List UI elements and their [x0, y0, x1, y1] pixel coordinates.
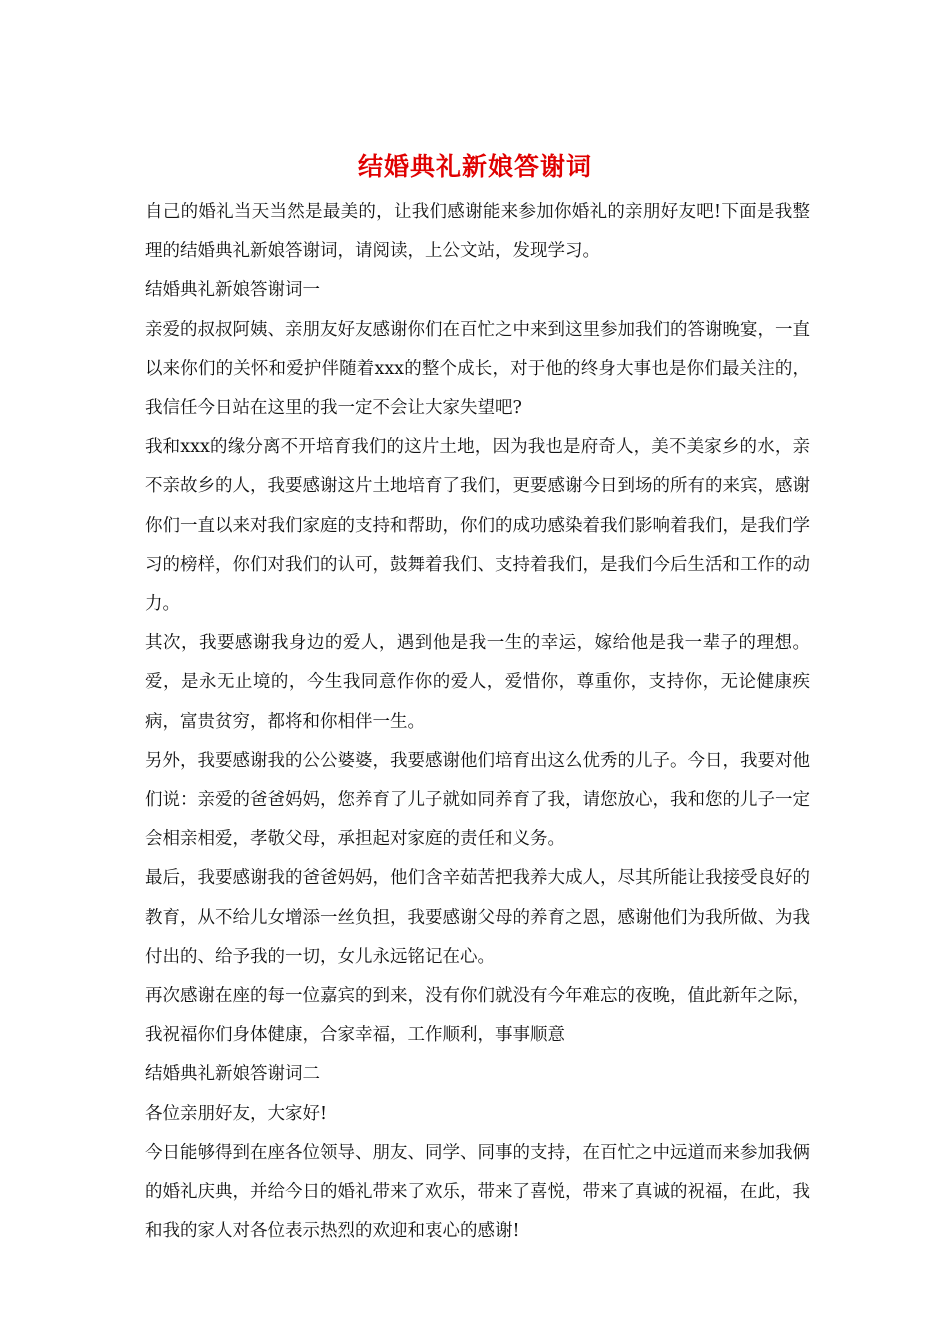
section2-paragraph: 今日能够得到在座各位领导、朋友、同学、同事的支持，在百忙之中远道而来参加我俩的婚礼庆典，并给今日的婚礼带来了欢乐，带来了喜悦，带来了真诚的祝福，在此，我和我的家人对各位表示热烈的欢迎和衷心的感谢!	[145, 1142, 810, 1242]
intro-paragraph: 自己的婚礼当天当然是最美的，让我们感谢能来参加你婚礼的亲朋好友吧!下面是我整理的结婚典礼新娘答谢词，请阅读，上公文站，发现学习。	[145, 202, 810, 262]
section1-paragraph: 亲爱的叔叔阿姨、亲朋友好友感谢你们在百忙之中来到这里参加我们的答谢晚宴，一直以来你们的关怀和爱护伴随着xxx的整个成长，对于他的终身大事也是你们最关注的，我信任今日站在这里的我一定不会让大家失望吧?	[145, 319, 810, 419]
section2-paragraph: 各位亲朋好友，大家好!	[145, 1103, 328, 1124]
document-body	[145, 193, 810, 1251]
section1-paragraph: 其次，我要感谢我身边的爱人，遇到他是我一生的幸运，嫁给他是我一辈子的理想。爱，是永无止境的，今生我同意作你的爱人，爱惜你，尊重你，支持你，无论健康疾病，富贵贫穷，都将和你相伴一生。	[145, 633, 810, 732]
section-heading-1: 结婚典礼新娘答谢词一	[145, 280, 320, 301]
section-heading-2: 结婚典礼新娘答谢词二	[145, 1064, 320, 1085]
section1-paragraph: 我和xxx的缘分离不开培育我们的这片土地，因为我也是府奇人，美不美家乡的水，亲不亲故乡的人，我要感谢这片土地培育了我们，更要感谢今日到场的所有的来宾，感谢你们一直以来对我们家庭的支持和帮助，你们的成功感染着我们影响着我们，是我们学习的榜样，你们对我们的认可，鼓舞着我们、支持着我们，是我们今后生活和工作的动力。	[145, 437, 810, 615]
section1-paragraph: 另外，我要感谢我的公公婆婆，我要感谢他们培育出这么优秀的儿子。今日，我要对他们说：亲爱的爸爸妈妈，您养育了儿子就如同养育了我，请您放心，我和您的儿子一定会相亲相爱，孝敬父母，承担起对家庭的责任和义务。	[145, 750, 810, 850]
document-title: 结婚典礼新娘答谢词	[357, 152, 592, 181]
section1-paragraph: 最后，我要感谢我的爸爸妈妈，他们含辛茹苦把我养大成人，尽其所能让我接受良好的教育，从不给儿女增添一丝负担，我要感谢父母的养育之恩，感谢他们为我所做、为我付出的、给予我的一切，女儿永远铭记在心。	[145, 868, 810, 967]
section1-paragraph: 再次感谢在座的每一位嘉宾的到来，没有你们就没有今年难忘的夜晚，值此新年之际，我祝福你们身体健康，合家幸福，工作顺利，事事顺意	[145, 986, 810, 1046]
